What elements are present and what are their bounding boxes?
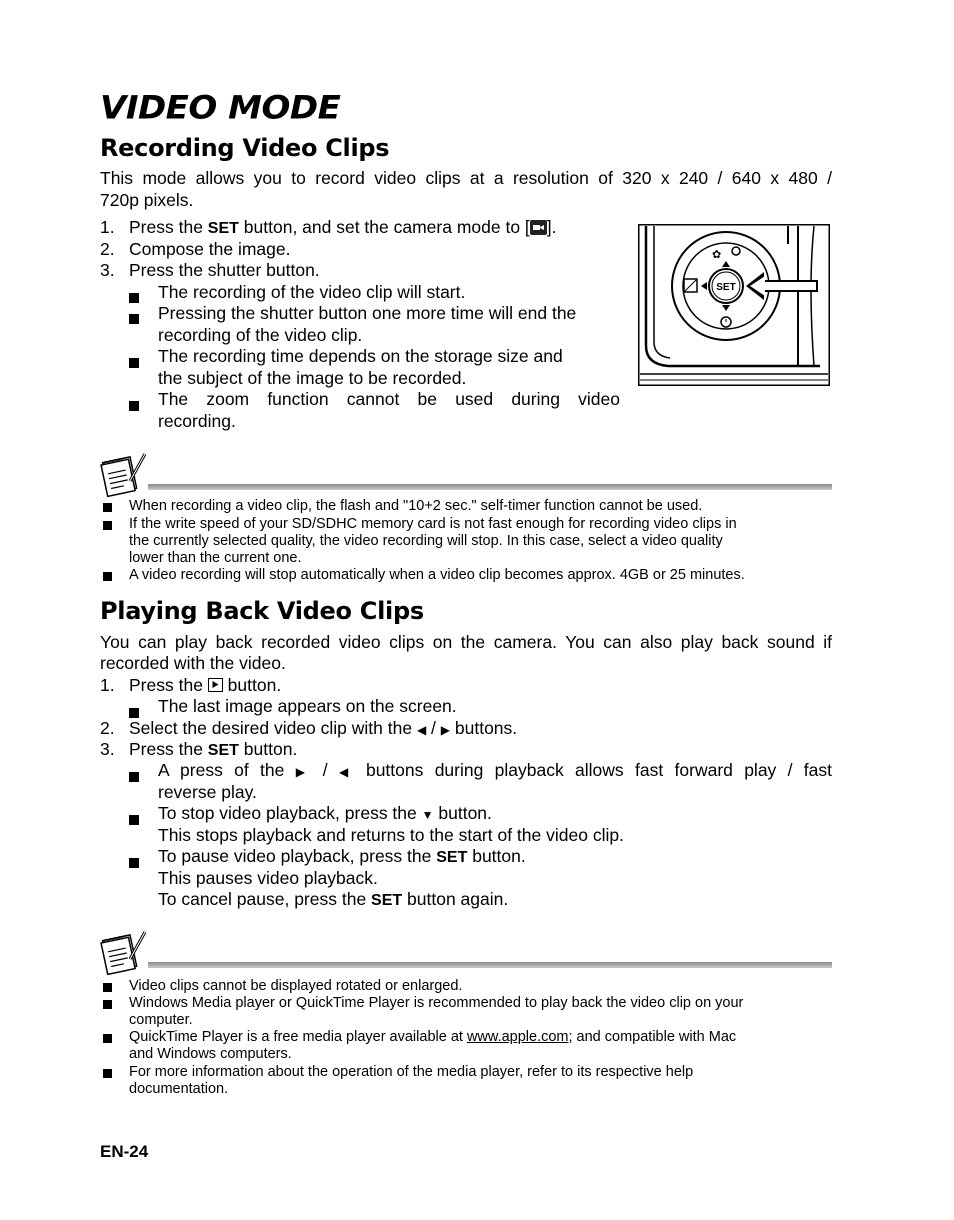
step-2-text: Compose the image.: [129, 239, 291, 259]
note-divider: [148, 484, 832, 490]
bullet-text: recording of the video clip.: [158, 325, 363, 345]
set-button-label: SET: [207, 742, 239, 759]
apple-website-link[interactable]: www.apple.com: [466, 1029, 569, 1045]
step-text: Select the desired video clip with the: [129, 718, 417, 738]
bullet-text: the subject of the image to be recorded.: [158, 368, 467, 388]
bullet-square: [129, 308, 139, 330]
note-text-part: ; and compatible with Mac: [568, 1029, 737, 1045]
step-number: 1.: [100, 675, 115, 695]
note-text: For more information about the operation of the media player, refer to its respective help: [129, 1064, 694, 1080]
bullet-text: [158, 760, 832, 784]
playback-button-icon: [208, 678, 223, 692]
bullet-text-part: To cancel pause, press the: [158, 889, 372, 909]
bullet-text: Pressing the shutter button one more time will end the: [158, 303, 577, 323]
step-text: button, and set the camera mode to [: [238, 217, 530, 237]
step-text: Press the: [129, 675, 208, 695]
step-text: ].: [546, 217, 557, 237]
bullet-text-part: To stop video playback, press the: [158, 803, 422, 823]
bullet-text-part: button again.: [402, 889, 509, 909]
step-text: Press the: [129, 739, 208, 759]
page-title: VIDEO MODE: [100, 89, 341, 127]
step-text: Press the: [129, 217, 208, 237]
bullet-square: [103, 1031, 112, 1048]
bullet-square: [103, 500, 112, 517]
step-3-text: [129, 739, 297, 762]
step-text: buttons.: [450, 718, 518, 738]
camera-set-button-illustration: [638, 224, 830, 386]
intro-line-1: You can play back recorded video clips on the camera. You can also play back sound if: [100, 632, 832, 652]
step-2-text: [129, 718, 517, 742]
right-arrow-icon: ▶: [295, 765, 312, 779]
step-number: 1.: [100, 217, 115, 237]
note-text: A video recording will stop automatically when a video clip becomes approx. 4GB or 25 minutes.: [129, 567, 745, 583]
set-button-label: SET: [436, 849, 468, 866]
down-arrow-icon: ▼: [421, 808, 434, 822]
bullet-square: [129, 766, 139, 788]
note-text: [129, 1029, 736, 1046]
bullet-square: [103, 518, 112, 535]
note-text: Video clips cannot be displayed rotated or enlarged.: [129, 978, 463, 994]
bullet-square: [103, 1066, 112, 1083]
step-number: 3.: [100, 260, 115, 280]
intro-line-2: recorded with the video.: [100, 653, 286, 673]
step-1-text: [129, 675, 281, 697]
step-text: button.: [222, 675, 282, 695]
bullet-text: recording.: [158, 411, 236, 431]
page-number: EN-24: [100, 1142, 149, 1161]
bullet-text: This stops playback and returns to the start of the video clip.: [158, 825, 624, 845]
step-number: 2.: [100, 239, 115, 259]
note-pad-icon: [100, 929, 148, 975]
step-1-text: [129, 217, 557, 240]
note-pad-icon: [100, 451, 148, 497]
step-text: /: [426, 718, 441, 738]
bullet-text-part: /: [311, 760, 339, 780]
bullet-square: [103, 980, 112, 997]
intro-line-2: 720p pixels.: [100, 190, 194, 210]
bullet-text-part: A press of the: [158, 760, 296, 780]
note-text: When recording a video clip, the flash and "10+2 sec." self-timer function cannot be used.: [129, 498, 703, 514]
bullet-square: [129, 809, 139, 831]
bullet-text: The recording of the video clip will start.: [158, 282, 466, 302]
bullet-text: [158, 846, 526, 869]
bullet-text: [158, 803, 492, 827]
bullet-text: This pauses video playback.: [158, 868, 378, 888]
bullet-text-part: button.: [467, 846, 526, 866]
note-text: If the write speed of your SD/SDHC memory card is not fast enough for recording video clips in: [129, 516, 737, 532]
bullet-square: [129, 852, 139, 874]
set-button-label: SET: [371, 892, 403, 909]
bullet-square: [129, 395, 139, 417]
set-label: SET: [716, 282, 736, 293]
video-mode-icon: [530, 220, 547, 235]
intro-line-1: This mode allows you to record video clips at a resolution of 320 x 240 / 640 x 480 /: [100, 168, 832, 188]
left-arrow-icon: ◀: [338, 765, 355, 779]
bullet-text: reverse play.: [158, 782, 257, 802]
note-text-part: QuickTime Player is a free media player available at: [129, 1029, 467, 1045]
bullet-text: The last image appears on the screen.: [158, 696, 457, 716]
section-heading-recording: Recording Video Clips: [100, 134, 390, 162]
note-text: Windows Media player or QuickTime Player is recommended to play back the video clip on your: [129, 995, 744, 1011]
bullet-square: [103, 569, 112, 586]
step-number: 2.: [100, 718, 115, 738]
note-text: lower than the current one.: [129, 550, 302, 566]
bullet-text: The recording time depends on the storage size and: [158, 346, 563, 366]
step-text: button.: [238, 739, 298, 759]
note-text: computer.: [129, 1012, 193, 1028]
bullet-text-part: buttons during playback allows fast forward play / fast: [354, 760, 833, 780]
note-text: the currently selected quality, the video recording will stop. In this case, select a video quality: [129, 533, 723, 549]
bullet-text-part: button.: [433, 803, 492, 823]
step-3-text: Press the shutter button.: [129, 260, 320, 280]
set-button-label: SET: [207, 220, 239, 237]
bullet-square: [103, 997, 112, 1014]
left-arrow-icon: ◀: [416, 723, 427, 737]
bullet-text: The zoom function cannot be used during video: [158, 389, 620, 409]
section-heading-playback: Playing Back Video Clips: [100, 597, 424, 625]
right-arrow-icon: ▶: [440, 723, 451, 737]
note-text: documentation.: [129, 1081, 229, 1097]
bullet-square: [129, 287, 139, 309]
note-divider: [148, 962, 832, 968]
note-text: and Windows computers.: [129, 1046, 292, 1062]
svg-text:✿: ✿: [712, 248, 722, 261]
bullet-text: [158, 889, 508, 912]
bullet-text-part: To pause video playback, press the: [158, 846, 437, 866]
bullet-square: [129, 352, 139, 374]
step-number: 3.: [100, 739, 115, 759]
